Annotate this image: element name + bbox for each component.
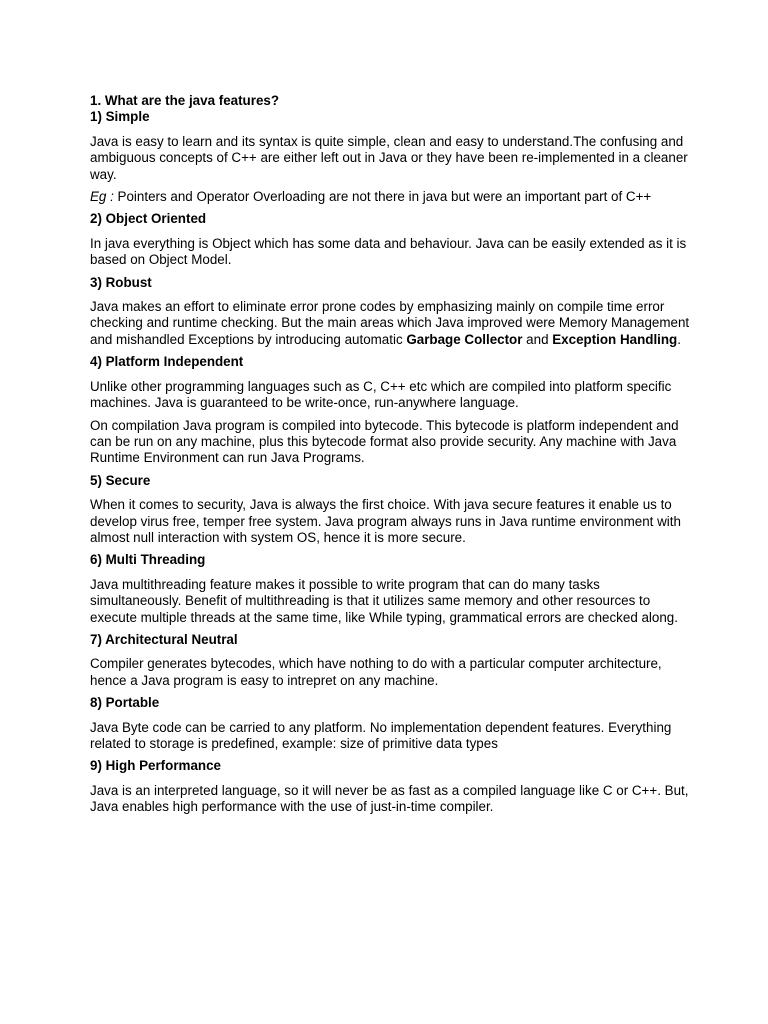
section-heading: 7) Architectural Neutral: [90, 631, 238, 647]
section-paragraph: Java Byte code can be carried to any platform. No implementation dependent features. Everything related to storage is predefined, example: size of primitive data types: [90, 719, 672, 751]
robust-text-middle: and: [522, 331, 553, 347]
section-simple: [90, 109, 690, 205]
garbage-collector-term: Garbage Collector: [406, 331, 523, 347]
section-paragraph: Unlike other programming languages such as C, C++ etc which are compiled into platform specific machines. Java is guaranteed to be write-once, run-anywhere language.: [90, 378, 672, 411]
section-high-performance: [90, 758, 690, 815]
section-heading: 4) Platform Independent: [90, 354, 244, 370]
section-paragraph: Java is an interpreted language, so it will never be as fast as a compiled language like C or C++. But, Java enables high performance with the use of just-in-time compiler.: [90, 782, 689, 815]
section-heading: 5) Secure: [90, 472, 151, 488]
section-portable: [90, 695, 690, 752]
section-heading: 3) Robust: [90, 274, 152, 290]
section-paragraph: Compiler generates bytecodes, which have nothing to do with a particular computer architecture, hence a Java program is easy to intrepret on any machine.: [90, 656, 662, 688]
section-object-oriented: [90, 211, 690, 268]
robust-text-before: Java makes an effort to eliminate error prone codes by emphasizing mainly on compile time error checking and runtime checking. But the main areas which Java improved were Memory Management and mishandled Exceptions by introducing automatic: [90, 299, 690, 347]
example-text: Pointers and Operator Overloading are not there in java but were an important part of C++: [113, 189, 652, 205]
section-platform-independent: [90, 354, 690, 466]
section-heading: 9) High Performance: [90, 758, 221, 774]
document-page: [90, 93, 690, 822]
section-heading: 1) Simple: [90, 109, 150, 125]
section-heading: 2) Object Oriented: [90, 211, 207, 227]
robust-text-after: .: [677, 331, 681, 347]
section-paragraph: When it comes to security, Java is always the first choice. With java secure features it enable us to develop virus free, temper free system. Java program always runs in Java runtime environment with almost null interaction with system OS, hence it is more secure.: [90, 497, 681, 545]
question-title: 1. What are the java features?: [90, 93, 280, 108]
section-paragraph: On compilation Java program is compiled into bytecode. This bytecode is platform independent and can be run on any machine, plus this bytecode format also provide security. Any machine with Java Runtime Environment can run Java Programs.: [90, 417, 679, 466]
section-paragraph: In java everything is Object which has some data and behaviour. Java can be easily extended as it is based on Object Model.: [90, 235, 687, 268]
section-heading: 6) Multi Threading: [90, 552, 206, 568]
exception-handling-term: Exception Handling: [552, 331, 678, 347]
section-paragraph: Java multithreading feature makes it possible to write program that can do many tasks simultaneously. Benefit of multithreading is that it utilizes same memory and other resources to execute multiple threads at the same time, like While typing, grammatical errors are checked along.: [90, 576, 678, 625]
section-multi-threading: [90, 552, 690, 626]
section-secure: [90, 473, 690, 547]
example-label: Eg :: [90, 189, 114, 205]
section-heading: 8) Portable: [90, 695, 160, 711]
section-robust: [90, 275, 690, 349]
example-paragraph: [90, 189, 690, 205]
section-architectural-neutral: [90, 632, 690, 689]
section-paragraph: [90, 299, 690, 348]
section-paragraph: Java is easy to learn and its syntax is quite simple, clean and easy to understand.The confusing and ambiguous concepts of C++ are either left out in Java or they have been re-implemented in a cleaner way.: [90, 133, 688, 182]
